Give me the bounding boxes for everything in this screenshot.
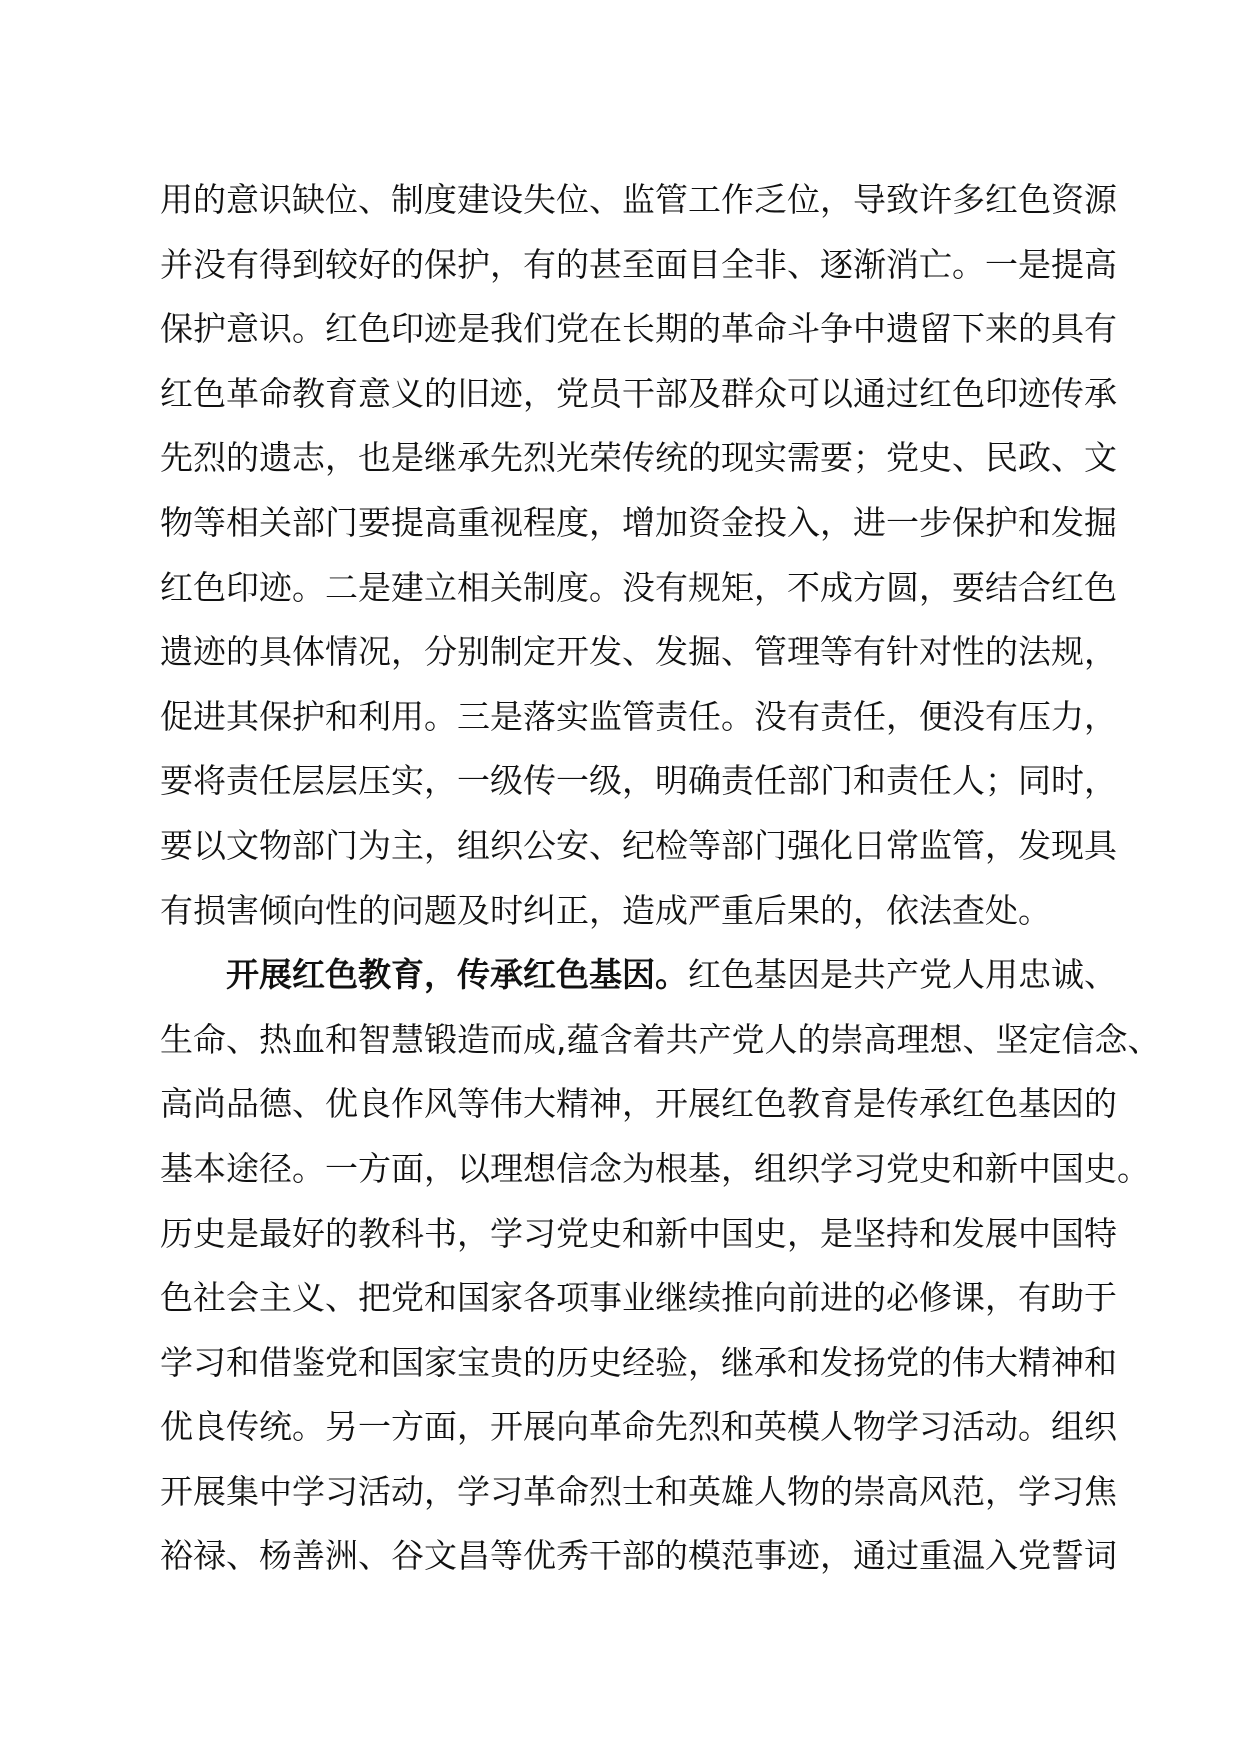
body-text — [160, 168, 1161, 1589]
text-line: 保护意识。红色印迹是我们党在长期的革命斗争中遗留下来的具有 — [160, 309, 1117, 349]
paragraph-2-first-line — [160, 943, 1117, 1008]
text-line: 促进其保护和利用。三是落实监管责任。没有责任，便没有压力， — [160, 696, 1117, 736]
text-line: 开展集中学习活动，学习革命烈士和英雄人物的崇高风范，学习焦 — [160, 1471, 1117, 1511]
text-line: 学习和借鉴党和国家宝贵的历史经验，继承和发扬党的伟大精神和 — [160, 1342, 1117, 1382]
text-line: 物等相关部门要提高重视程度，增加资金投入，进一步保护和发掘 — [160, 502, 1117, 542]
text-line: 生命、热血和智慧锻造而成,蕴含着共产党人的崇高理想、坚定信念、 — [160, 1019, 1161, 1059]
text-line: 高尚品德、优良作风等伟大精神，开展红色教育是传承红色基因的 — [160, 1084, 1117, 1124]
text-line: 有损害倾向性的问题及时纠正，造成严重后果的，依法查处。 — [160, 890, 1051, 930]
text-line: 遗迹的具体情况，分别制定开发、发掘、管理等有针对性的法规， — [160, 632, 1117, 672]
text-line: 基本途径。一方面，以理想信念为根基，组织学习党史和新中国史。 — [160, 1148, 1150, 1188]
text-line: 红色革命教育意义的旧迹，党员干部及群众可以通过红色印迹传承 — [160, 373, 1117, 413]
text-line: 红色印迹。二是建立相关制度。没有规矩，不成方圆，要结合红色 — [160, 567, 1117, 607]
text-line: 要将责任层层压实，一级传一级，明确责任部门和责任人；同时， — [160, 761, 1117, 801]
text-line: 裕禄、杨善洲、谷文昌等优秀干部的模范事迹，通过重温入党誓词 — [160, 1536, 1117, 1576]
text-line: 要以文物部门为主，组织公安、纪检等部门强化日常监管，发现具 — [160, 825, 1117, 865]
text-line: 先烈的遗志，也是继承先烈光荣传统的现实需要；党史、民政、文 — [160, 438, 1117, 478]
text-line: 优良传统。另一方面，开展向革命先烈和英模人物学习活动。组织 — [160, 1407, 1117, 1447]
text-line: 历史是最好的教科书，学习党史和新中国史，是坚持和发展中国特 — [160, 1213, 1117, 1253]
text-line: 并没有得到较好的保护，有的甚至面目全非、逐渐消亡。一是提高 — [160, 244, 1117, 284]
paragraph-2-heading: 开展红色教育，传承红色基因。 — [226, 955, 688, 995]
paragraph-2-first-text: 红色基因是共产党人用忠诚、 — [688, 955, 1117, 995]
text-line: 色社会主义、把党和国家各项事业继续推向前进的必修课，有助于 — [160, 1278, 1117, 1318]
text-line: 用的意识缺位、制度建设失位、监管工作乏位，导致许多红色资源 — [160, 180, 1117, 219]
